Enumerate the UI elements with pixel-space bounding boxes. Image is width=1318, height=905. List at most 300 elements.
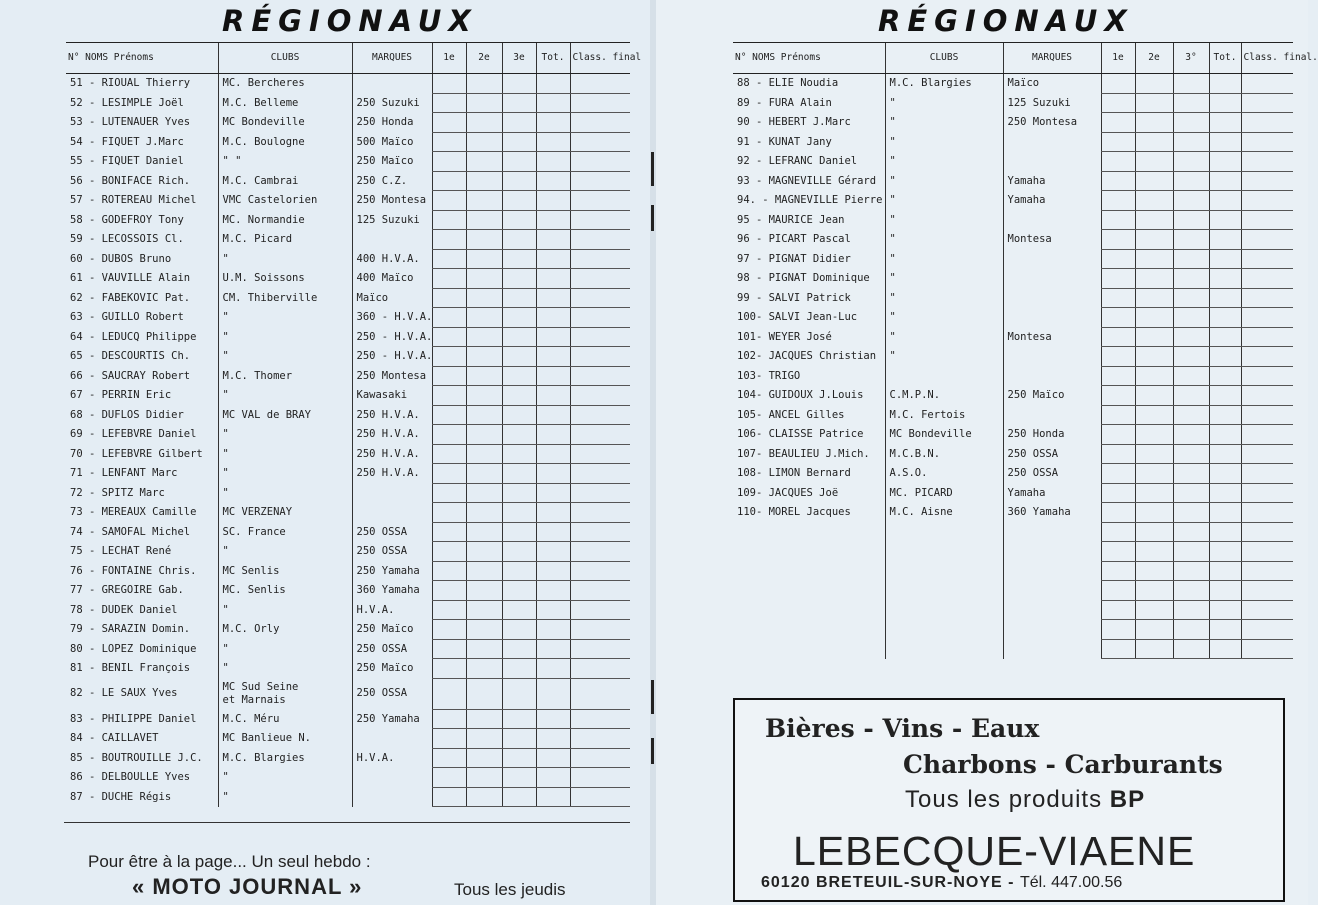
- score-cell[interactable]: [1135, 561, 1173, 581]
- score-cell[interactable]: [1241, 542, 1293, 562]
- score-cell[interactable]: [432, 327, 466, 347]
- score-cell[interactable]: [570, 132, 630, 152]
- score-cell[interactable]: [1209, 522, 1241, 542]
- score-cell[interactable]: [466, 152, 502, 172]
- score-cell[interactable]: [1209, 581, 1241, 601]
- score-cell[interactable]: [1209, 210, 1241, 230]
- score-cell[interactable]: [432, 659, 466, 679]
- score-cell[interactable]: [502, 386, 536, 406]
- score-cell[interactable]: [570, 483, 630, 503]
- score-cell[interactable]: [1241, 308, 1293, 328]
- score-cell[interactable]: [1173, 581, 1209, 601]
- score-cell[interactable]: [1135, 425, 1173, 445]
- score-cell[interactable]: [1173, 171, 1209, 191]
- score-cell[interactable]: [570, 768, 630, 788]
- score-cell[interactable]: [502, 327, 536, 347]
- score-cell[interactable]: [536, 249, 570, 269]
- score-cell[interactable]: [1173, 600, 1209, 620]
- score-cell[interactable]: [1241, 347, 1293, 367]
- score-cell[interactable]: [1135, 288, 1173, 308]
- score-cell[interactable]: [1101, 74, 1135, 94]
- score-cell[interactable]: [1241, 581, 1293, 601]
- score-cell[interactable]: [536, 405, 570, 425]
- score-cell[interactable]: [432, 483, 466, 503]
- score-cell[interactable]: [432, 444, 466, 464]
- score-cell[interactable]: [1135, 542, 1173, 562]
- score-cell[interactable]: [466, 659, 502, 679]
- score-cell[interactable]: [502, 581, 536, 601]
- score-cell[interactable]: [536, 152, 570, 172]
- score-cell[interactable]: [1241, 503, 1293, 523]
- score-cell[interactable]: [1135, 464, 1173, 484]
- score-cell[interactable]: [432, 787, 466, 807]
- score-cell[interactable]: [570, 249, 630, 269]
- score-cell[interactable]: [432, 581, 466, 601]
- score-cell[interactable]: [1173, 230, 1209, 250]
- score-cell[interactable]: [466, 639, 502, 659]
- score-cell[interactable]: [502, 768, 536, 788]
- score-cell[interactable]: [1135, 600, 1173, 620]
- score-cell[interactable]: [570, 600, 630, 620]
- score-cell[interactable]: [570, 678, 630, 709]
- score-cell[interactable]: [502, 483, 536, 503]
- score-cell[interactable]: [502, 269, 536, 289]
- score-cell[interactable]: [1209, 503, 1241, 523]
- score-cell[interactable]: [1135, 581, 1173, 601]
- score-cell[interactable]: [1173, 503, 1209, 523]
- score-cell[interactable]: [432, 768, 466, 788]
- score-cell[interactable]: [432, 425, 466, 445]
- score-cell[interactable]: [1241, 483, 1293, 503]
- score-cell[interactable]: [502, 210, 536, 230]
- score-cell[interactable]: [1173, 308, 1209, 328]
- score-cell[interactable]: [1209, 171, 1241, 191]
- score-cell[interactable]: [1241, 113, 1293, 133]
- score-cell[interactable]: [536, 561, 570, 581]
- score-cell[interactable]: [536, 600, 570, 620]
- score-cell[interactable]: [536, 787, 570, 807]
- score-cell[interactable]: [1135, 327, 1173, 347]
- score-cell[interactable]: [570, 269, 630, 289]
- score-cell[interactable]: [1135, 191, 1173, 211]
- score-cell[interactable]: [1241, 522, 1293, 542]
- score-cell[interactable]: [1101, 386, 1135, 406]
- score-cell[interactable]: [1101, 503, 1135, 523]
- score-cell[interactable]: [570, 288, 630, 308]
- score-cell[interactable]: [536, 639, 570, 659]
- score-cell[interactable]: [502, 542, 536, 562]
- score-cell[interactable]: [1101, 132, 1135, 152]
- score-cell[interactable]: [1101, 327, 1135, 347]
- score-cell[interactable]: [432, 249, 466, 269]
- score-cell[interactable]: [1209, 425, 1241, 445]
- score-cell[interactable]: [536, 542, 570, 562]
- score-cell[interactable]: [466, 729, 502, 749]
- score-cell[interactable]: [1173, 113, 1209, 133]
- score-cell[interactable]: [432, 542, 466, 562]
- score-cell[interactable]: [1173, 347, 1209, 367]
- score-cell[interactable]: [570, 405, 630, 425]
- score-cell[interactable]: [432, 748, 466, 768]
- score-cell[interactable]: [536, 581, 570, 601]
- score-cell[interactable]: [502, 308, 536, 328]
- score-cell[interactable]: [1209, 269, 1241, 289]
- score-cell[interactable]: [432, 171, 466, 191]
- score-cell[interactable]: [502, 405, 536, 425]
- score-cell[interactable]: [466, 113, 502, 133]
- score-cell[interactable]: [502, 171, 536, 191]
- score-cell[interactable]: [502, 191, 536, 211]
- score-cell[interactable]: [502, 249, 536, 269]
- score-cell[interactable]: [1101, 308, 1135, 328]
- score-cell[interactable]: [1209, 113, 1241, 133]
- score-cell[interactable]: [570, 581, 630, 601]
- score-cell[interactable]: [570, 171, 630, 191]
- score-cell[interactable]: [536, 366, 570, 386]
- score-cell[interactable]: [1209, 74, 1241, 94]
- score-cell[interactable]: [466, 269, 502, 289]
- score-cell[interactable]: [1101, 152, 1135, 172]
- score-cell[interactable]: [1173, 249, 1209, 269]
- score-cell[interactable]: [1209, 152, 1241, 172]
- score-cell[interactable]: [1173, 288, 1209, 308]
- score-cell[interactable]: [1135, 308, 1173, 328]
- score-cell[interactable]: [502, 659, 536, 679]
- score-cell[interactable]: [1241, 425, 1293, 445]
- score-cell[interactable]: [536, 709, 570, 729]
- score-cell[interactable]: [1209, 230, 1241, 250]
- score-cell[interactable]: [1173, 74, 1209, 94]
- score-cell[interactable]: [502, 600, 536, 620]
- score-cell[interactable]: [536, 132, 570, 152]
- score-cell[interactable]: [1101, 444, 1135, 464]
- score-cell[interactable]: [570, 230, 630, 250]
- score-cell[interactable]: [466, 230, 502, 250]
- score-cell[interactable]: [1135, 93, 1173, 113]
- score-cell[interactable]: [536, 503, 570, 523]
- score-cell[interactable]: [570, 425, 630, 445]
- score-cell[interactable]: [1101, 483, 1135, 503]
- score-cell[interactable]: [432, 210, 466, 230]
- score-cell[interactable]: [466, 386, 502, 406]
- score-cell[interactable]: [570, 386, 630, 406]
- score-cell[interactable]: [466, 191, 502, 211]
- score-cell[interactable]: [1173, 405, 1209, 425]
- score-cell[interactable]: [1173, 132, 1209, 152]
- score-cell[interactable]: [1173, 483, 1209, 503]
- score-cell[interactable]: [466, 308, 502, 328]
- score-cell[interactable]: [466, 132, 502, 152]
- score-cell[interactable]: [432, 93, 466, 113]
- score-cell[interactable]: [1173, 210, 1209, 230]
- score-cell[interactable]: [466, 249, 502, 269]
- score-cell[interactable]: [1173, 386, 1209, 406]
- score-cell[interactable]: [432, 678, 466, 709]
- score-cell[interactable]: [1135, 74, 1173, 94]
- score-cell[interactable]: [1101, 522, 1135, 542]
- score-cell[interactable]: [1135, 503, 1173, 523]
- score-cell[interactable]: [1173, 444, 1209, 464]
- score-cell[interactable]: [502, 444, 536, 464]
- score-cell[interactable]: [536, 210, 570, 230]
- score-cell[interactable]: [1241, 93, 1293, 113]
- score-cell[interactable]: [1101, 581, 1135, 601]
- score-cell[interactable]: [1173, 269, 1209, 289]
- score-cell[interactable]: [1241, 639, 1293, 659]
- score-cell[interactable]: [502, 464, 536, 484]
- score-cell[interactable]: [1173, 464, 1209, 484]
- score-cell[interactable]: [1135, 483, 1173, 503]
- score-cell[interactable]: [502, 288, 536, 308]
- score-cell[interactable]: [1135, 366, 1173, 386]
- score-cell[interactable]: [502, 113, 536, 133]
- score-cell[interactable]: [1209, 464, 1241, 484]
- score-cell[interactable]: [432, 347, 466, 367]
- score-cell[interactable]: [1173, 620, 1209, 640]
- score-cell[interactable]: [1135, 113, 1173, 133]
- score-cell[interactable]: [1241, 132, 1293, 152]
- score-cell[interactable]: [466, 444, 502, 464]
- score-cell[interactable]: [502, 93, 536, 113]
- score-cell[interactable]: [1241, 405, 1293, 425]
- score-cell[interactable]: [1241, 191, 1293, 211]
- score-cell[interactable]: [1209, 542, 1241, 562]
- score-cell[interactable]: [1101, 620, 1135, 640]
- score-cell[interactable]: [1241, 386, 1293, 406]
- score-cell[interactable]: [466, 600, 502, 620]
- score-cell[interactable]: [502, 620, 536, 640]
- score-cell[interactable]: [502, 152, 536, 172]
- score-cell[interactable]: [1135, 152, 1173, 172]
- score-cell[interactable]: [502, 678, 536, 709]
- score-cell[interactable]: [432, 522, 466, 542]
- score-cell[interactable]: [1209, 620, 1241, 640]
- score-cell[interactable]: [1101, 366, 1135, 386]
- score-cell[interactable]: [466, 709, 502, 729]
- score-cell[interactable]: [570, 639, 630, 659]
- score-cell[interactable]: [1101, 425, 1135, 445]
- score-cell[interactable]: [466, 405, 502, 425]
- score-cell[interactable]: [570, 113, 630, 133]
- score-cell[interactable]: [432, 709, 466, 729]
- score-cell[interactable]: [1241, 600, 1293, 620]
- score-cell[interactable]: [536, 444, 570, 464]
- score-cell[interactable]: [1135, 620, 1173, 640]
- score-cell[interactable]: [1241, 464, 1293, 484]
- score-cell[interactable]: [432, 132, 466, 152]
- score-cell[interactable]: [1101, 288, 1135, 308]
- score-cell[interactable]: [466, 425, 502, 445]
- score-cell[interactable]: [502, 729, 536, 749]
- score-cell[interactable]: [1241, 620, 1293, 640]
- score-cell[interactable]: [466, 483, 502, 503]
- score-cell[interactable]: [1135, 249, 1173, 269]
- score-cell[interactable]: [1209, 327, 1241, 347]
- score-cell[interactable]: [536, 464, 570, 484]
- score-cell[interactable]: [1101, 405, 1135, 425]
- score-cell[interactable]: [502, 230, 536, 250]
- score-cell[interactable]: [536, 483, 570, 503]
- score-cell[interactable]: [1209, 366, 1241, 386]
- score-cell[interactable]: [1101, 191, 1135, 211]
- score-cell[interactable]: [570, 503, 630, 523]
- score-cell[interactable]: [1209, 132, 1241, 152]
- score-cell[interactable]: [432, 600, 466, 620]
- score-cell[interactable]: [570, 729, 630, 749]
- score-cell[interactable]: [1209, 483, 1241, 503]
- score-cell[interactable]: [1209, 600, 1241, 620]
- score-cell[interactable]: [1209, 308, 1241, 328]
- score-cell[interactable]: [1209, 191, 1241, 211]
- score-cell[interactable]: [1241, 210, 1293, 230]
- score-cell[interactable]: [466, 171, 502, 191]
- score-cell[interactable]: [1209, 444, 1241, 464]
- score-cell[interactable]: [570, 191, 630, 211]
- score-cell[interactable]: [466, 288, 502, 308]
- score-cell[interactable]: [570, 347, 630, 367]
- score-cell[interactable]: [536, 347, 570, 367]
- score-cell[interactable]: [1101, 561, 1135, 581]
- score-cell[interactable]: [1135, 639, 1173, 659]
- score-cell[interactable]: [466, 678, 502, 709]
- score-cell[interactable]: [1135, 347, 1173, 367]
- score-cell[interactable]: [536, 171, 570, 191]
- score-cell[interactable]: [570, 542, 630, 562]
- score-cell[interactable]: [432, 230, 466, 250]
- score-cell[interactable]: [432, 191, 466, 211]
- score-cell[interactable]: [502, 709, 536, 729]
- score-cell[interactable]: [432, 113, 466, 133]
- score-cell[interactable]: [432, 405, 466, 425]
- score-cell[interactable]: [1101, 347, 1135, 367]
- score-cell[interactable]: [536, 269, 570, 289]
- score-cell[interactable]: [1101, 269, 1135, 289]
- score-cell[interactable]: [432, 366, 466, 386]
- score-cell[interactable]: [1241, 230, 1293, 250]
- score-cell[interactable]: [1101, 171, 1135, 191]
- score-cell[interactable]: [1241, 561, 1293, 581]
- score-cell[interactable]: [570, 659, 630, 679]
- score-cell[interactable]: [536, 230, 570, 250]
- score-cell[interactable]: [1241, 444, 1293, 464]
- score-cell[interactable]: [1173, 327, 1209, 347]
- score-cell[interactable]: [1241, 171, 1293, 191]
- score-cell[interactable]: [466, 522, 502, 542]
- score-cell[interactable]: [1101, 542, 1135, 562]
- score-cell[interactable]: [536, 386, 570, 406]
- score-cell[interactable]: [1173, 522, 1209, 542]
- score-cell[interactable]: [1173, 191, 1209, 211]
- score-cell[interactable]: [536, 93, 570, 113]
- score-cell[interactable]: [502, 132, 536, 152]
- score-cell[interactable]: [536, 113, 570, 133]
- score-cell[interactable]: [466, 347, 502, 367]
- score-cell[interactable]: [536, 425, 570, 445]
- score-cell[interactable]: [432, 308, 466, 328]
- score-cell[interactable]: [1173, 542, 1209, 562]
- score-cell[interactable]: [1101, 210, 1135, 230]
- score-cell[interactable]: [536, 522, 570, 542]
- score-cell[interactable]: [1241, 366, 1293, 386]
- score-cell[interactable]: [1241, 74, 1293, 94]
- score-cell[interactable]: [1209, 347, 1241, 367]
- score-cell[interactable]: [1241, 269, 1293, 289]
- score-cell[interactable]: [1135, 405, 1173, 425]
- score-cell[interactable]: [432, 729, 466, 749]
- score-cell[interactable]: [466, 581, 502, 601]
- score-cell[interactable]: [1101, 639, 1135, 659]
- score-cell[interactable]: [466, 620, 502, 640]
- score-cell[interactable]: [1173, 425, 1209, 445]
- score-cell[interactable]: [502, 503, 536, 523]
- score-cell[interactable]: [536, 678, 570, 709]
- score-cell[interactable]: [502, 366, 536, 386]
- score-cell[interactable]: [466, 464, 502, 484]
- score-cell[interactable]: [1173, 152, 1209, 172]
- score-cell[interactable]: [536, 768, 570, 788]
- score-cell[interactable]: [1173, 93, 1209, 113]
- score-cell[interactable]: [536, 659, 570, 679]
- score-cell[interactable]: [1135, 171, 1173, 191]
- score-cell[interactable]: [1135, 522, 1173, 542]
- score-cell[interactable]: [466, 93, 502, 113]
- score-cell[interactable]: [466, 787, 502, 807]
- score-cell[interactable]: [570, 709, 630, 729]
- score-cell[interactable]: [502, 787, 536, 807]
- score-cell[interactable]: [536, 308, 570, 328]
- score-cell[interactable]: [432, 152, 466, 172]
- score-cell[interactable]: [432, 288, 466, 308]
- score-cell[interactable]: [466, 503, 502, 523]
- score-cell[interactable]: [536, 74, 570, 94]
- score-cell[interactable]: [536, 729, 570, 749]
- score-cell[interactable]: [432, 269, 466, 289]
- score-cell[interactable]: [1209, 249, 1241, 269]
- score-cell[interactable]: [1101, 249, 1135, 269]
- score-cell[interactable]: [1241, 152, 1293, 172]
- score-cell[interactable]: [536, 748, 570, 768]
- score-cell[interactable]: [1209, 561, 1241, 581]
- score-cell[interactable]: [1209, 288, 1241, 308]
- score-cell[interactable]: [1209, 639, 1241, 659]
- score-cell[interactable]: [1135, 269, 1173, 289]
- score-cell[interactable]: [1101, 93, 1135, 113]
- score-cell[interactable]: [502, 748, 536, 768]
- score-cell[interactable]: [536, 620, 570, 640]
- score-cell[interactable]: [466, 210, 502, 230]
- score-cell[interactable]: [1173, 639, 1209, 659]
- score-cell[interactable]: [570, 444, 630, 464]
- score-cell[interactable]: [466, 768, 502, 788]
- score-cell[interactable]: [432, 386, 466, 406]
- score-cell[interactable]: [1209, 386, 1241, 406]
- score-cell[interactable]: [570, 787, 630, 807]
- score-cell[interactable]: [570, 308, 630, 328]
- score-cell[interactable]: [502, 74, 536, 94]
- score-cell[interactable]: [1101, 230, 1135, 250]
- score-cell[interactable]: [536, 288, 570, 308]
- score-cell[interactable]: [1241, 288, 1293, 308]
- score-cell[interactable]: [432, 503, 466, 523]
- score-cell[interactable]: [466, 542, 502, 562]
- score-cell[interactable]: [570, 748, 630, 768]
- score-cell[interactable]: [570, 327, 630, 347]
- score-cell[interactable]: [502, 425, 536, 445]
- score-cell[interactable]: [1209, 405, 1241, 425]
- score-cell[interactable]: [1241, 249, 1293, 269]
- score-cell[interactable]: [570, 522, 630, 542]
- score-cell[interactable]: [432, 74, 466, 94]
